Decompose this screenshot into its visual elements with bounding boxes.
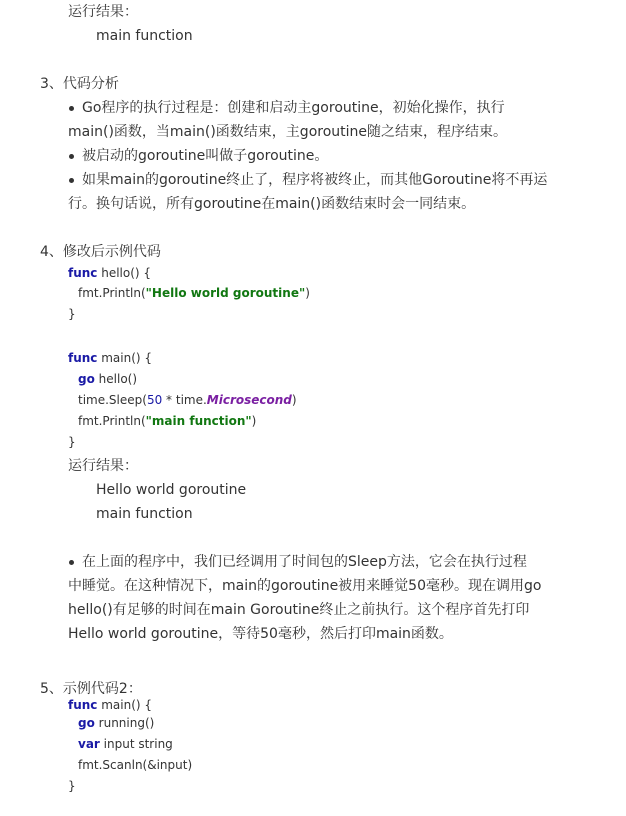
- code-line: [78, 715, 154, 731]
- bullet-dot: [69, 560, 74, 565]
- code-text: main() {: [97, 351, 153, 365]
- code-text: ): [251, 414, 257, 428]
- bullet-text: Go程序的执行过程是：创建和启动主goroutine，初始化操作，执行: [82, 100, 505, 116]
- code-constant: Microsecond: [206, 393, 292, 407]
- code-text: hello() {: [97, 266, 152, 280]
- output-line: main function: [96, 28, 193, 44]
- code-string: "main function": [145, 414, 252, 428]
- code-text: running(): [94, 716, 155, 730]
- note-text: 在上面的程序中，我们已经调用了时间包的Sleep方法，它会在执行过程: [82, 554, 527, 570]
- bullet-text: 行。换句话说，所有goroutine在main()函数结束时会一同结束。: [68, 196, 476, 212]
- code-line: [78, 285, 310, 301]
- code-text: ): [291, 393, 297, 407]
- code-line: }: [68, 435, 76, 449]
- code-line: [78, 392, 297, 408]
- output-line: Hello world goroutine: [96, 482, 247, 498]
- bullet-text: main()函数，当main()函数结束，主goroutine随之结束，程序结束。: [68, 124, 508, 140]
- code-text: input string: [99, 737, 173, 751]
- code-string: "Hello world goroutine": [145, 286, 306, 300]
- note-text: Hello world goroutine，等待50毫秒，然后打印main函数。: [68, 626, 453, 642]
- code-line: [68, 350, 152, 366]
- code-text: * time.: [162, 393, 207, 407]
- output-line: main function: [96, 506, 193, 522]
- code-keyword: go: [78, 372, 95, 386]
- section-heading: 4、修改后示例代码: [40, 244, 161, 260]
- note-text: hello()有足够的时间在main Goroutine终止之前执行。这个程序首先打印: [68, 602, 530, 618]
- code-line: [78, 413, 256, 429]
- code-line: [78, 371, 137, 387]
- section-heading: 3、代码分析: [40, 76, 119, 92]
- result-label: 运行结果：: [68, 4, 138, 20]
- section-heading: 5、示例代码2：: [40, 681, 142, 697]
- code-text: hello(): [94, 372, 138, 386]
- code-keyword: func: [68, 266, 98, 280]
- code-text: fmt.Println(: [78, 286, 146, 300]
- code-text: main() {: [97, 698, 153, 712]
- code-line: [68, 697, 152, 713]
- bullet-text: 如果main的goroutine终止了，程序将被终止，而其他Goroutine将不再运: [82, 172, 548, 188]
- code-text: ): [305, 286, 310, 300]
- bullet-text: 被启动的goroutine叫做子goroutine。: [82, 148, 329, 164]
- note-text: 中睡觉。在这种情况下，main的goroutine被用来睡觉50毫秒。现在调用go: [68, 578, 542, 594]
- code-keyword: go: [78, 716, 95, 730]
- bullet-dot: [69, 178, 74, 183]
- code-keyword: var: [78, 737, 100, 751]
- code-text: time.Sleep(: [78, 393, 147, 407]
- code-line: }: [68, 779, 76, 793]
- bullet-dot: [69, 154, 74, 159]
- code-line: fmt.Scanln(&input): [78, 758, 193, 772]
- code-line: }: [68, 307, 76, 321]
- result-label: 运行结果：: [68, 458, 138, 474]
- code-line: [68, 265, 151, 281]
- code-line: [78, 736, 173, 752]
- code-text: fmt.Println(: [78, 414, 146, 428]
- bullet-dot: [69, 106, 74, 111]
- code-keyword: func: [68, 351, 98, 365]
- code-keyword: func: [68, 698, 98, 712]
- code-number: 50: [146, 393, 163, 407]
